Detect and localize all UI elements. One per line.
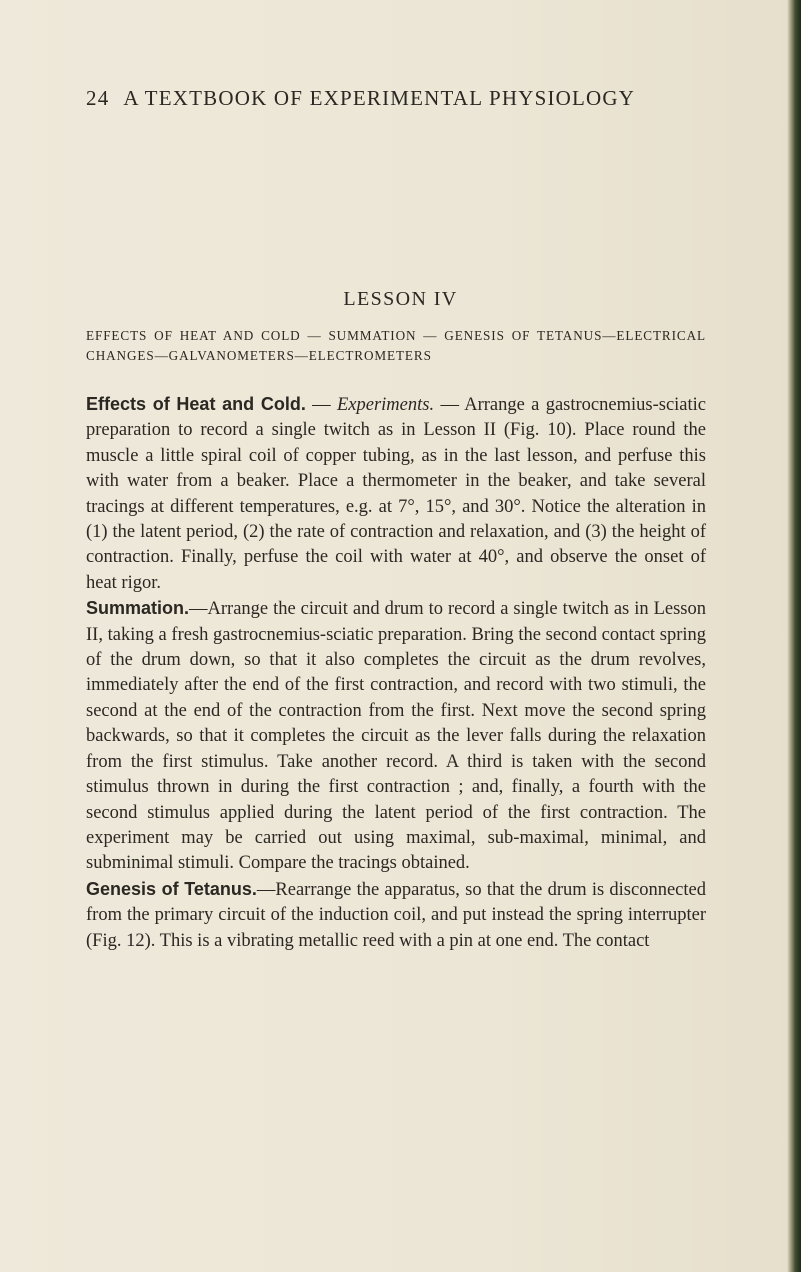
paragraph-heat-cold bbox=[86, 392, 706, 596]
paragraph-text: —Arrange the circuit and drum to record a single twitch as in Lesson II, taking a fresh gastrocnemius-sciatic preparation. Bring the second contact spring of the drum down, so that it also completes the circuit as the drum revolves, immediately after the end of the first contraction, and record with two stimuli, the second at the end of the contraction from the first. Next move the second spring backwards, so that it completes the circuit as the lever falls during the relaxation from the first stimulus. Take another record. A third is taken with the second stimulus thrown in during the first contraction ; and, finally, a fourth with the second stimulus applied during the latent period of the first contraction. The experiment may be carried out using maximal, sub-maximal, minimal, and subminimal stimuli. Compare the tracings obtained. bbox=[86, 599, 706, 874]
paragraph-text: —Rearrange the apparatus, so that the drum is disconnected from the primary circuit of the induction coil, and put instead the spring interrupter (Fig. 12). This is a vibrating metallic reed with a pin at one end. The contact bbox=[86, 879, 706, 951]
lesson-title: LESSON IV bbox=[343, 288, 458, 310]
separator: — bbox=[434, 395, 465, 415]
section-subheading-experiments: Experiments. bbox=[337, 395, 435, 415]
paragraph-summation bbox=[86, 596, 706, 876]
book-title: A TEXTBOOK OF EXPERIMENTAL PHYSIOLOGY bbox=[123, 86, 636, 110]
separator: — bbox=[305, 395, 337, 415]
running-head bbox=[86, 86, 726, 111]
paragraph-text: Arrange a gastrocnemius-sciatic preparation to record a single twitch as in Lesson II (Fig. 10). Place round the muscle a little spiral coil of copper tubing, as in the last lesson, and perfuse this with water from a beaker. Place a thermometer in the beaker, and take several tracings at different temperatures, e.g. at 7°, 15°, and 30°. Notice the alteration in (1) the latent period, (2) the rate of contraction and relaxation, and (3) the height of contraction. Finally, perfuse the coil with water at 40°, and observe the onset of heat rigor. bbox=[86, 395, 706, 593]
section-heading-tetanus: Genesis of Tetanus. bbox=[86, 878, 257, 899]
section-heading-heat-cold: Effects of Heat and Cold. bbox=[86, 394, 306, 414]
page-edge-shadow bbox=[787, 0, 801, 1272]
body-text bbox=[86, 392, 706, 954]
paragraph-tetanus bbox=[86, 877, 706, 954]
page-number: 24 bbox=[86, 86, 110, 110]
lesson-summary: EFFECTS OF HEAT AND COLD — SUMMATION — GENESIS OF TETANUS—ELECTRICAL CHANGES—GALVANOMETERS—ELECTROMETERS bbox=[86, 328, 706, 363]
section-heading-summation: Summation. bbox=[86, 598, 190, 619]
